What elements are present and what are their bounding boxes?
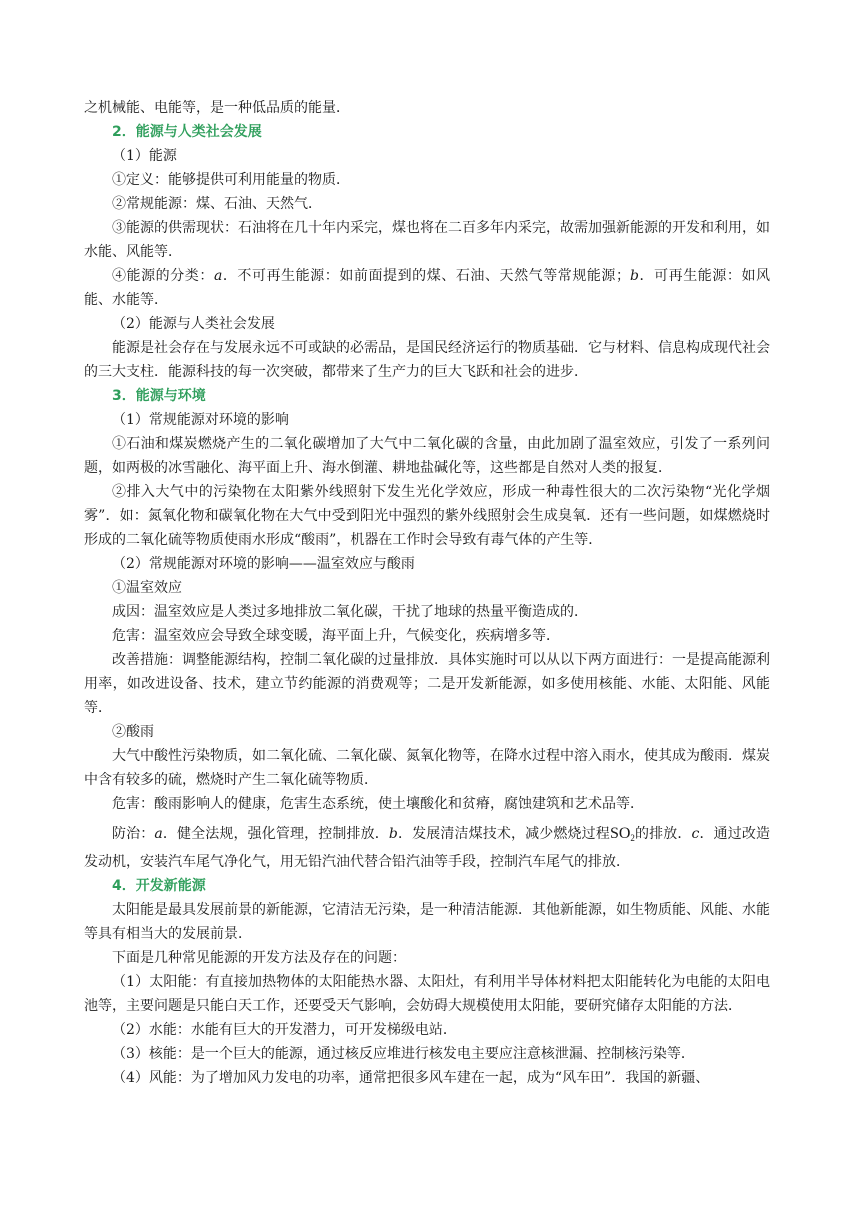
- item-conventional-energy: ②常规能源：煤、石油、天然气．: [112, 196, 322, 212]
- subheading-environment-impact: （1）常规能源对环境的影响: [112, 412, 289, 428]
- item-definition: ①定义：能够提供可利用能量的物质．: [112, 172, 350, 188]
- item-greenhouse-cause: 成因：温室效应是人类过多地排放二氧化碳，干扰了地球的热量平衡造成的．: [112, 604, 588, 620]
- item-wind: （4）风能：为了增加风力发电的功率，通常把很多风车建在一起，成为“风车田”．我国的新疆、: [112, 1070, 710, 1086]
- subheading-energy: （1）能源: [112, 148, 177, 164]
- item-hydro: （2）水能：水能有巨大的开发潜力，可开发梯级电站．: [112, 1022, 457, 1038]
- section-heading-3: 3．能源与环境: [112, 388, 206, 404]
- subheading-energy-society: （2）能源与人类社会发展: [112, 316, 275, 332]
- paragraph-solar-prospect: 太阳能是最具发展前景的新能源，它清洁无污染，是一种清洁能源．其他新能源，如生物质能、风能、水能等具有相当大的发展前景．: [84, 902, 770, 942]
- paragraph-continuation: 之机械能、电能等，是一种低品质的能量．: [84, 100, 350, 116]
- section-heading-2: 2．能源与人类社会发展: [112, 124, 262, 140]
- document-page: [84, 96, 770, 1090]
- so2-formula: $SO_2$: [609, 825, 635, 843]
- item-nuclear: （3）核能：是一个巨大的能源，通过核反应堆进行核发电主要应注意核泄漏、控制核污染等．: [112, 1046, 695, 1062]
- item-solar: （1）太阳能：有直接加热物体的太阳能热水器、太阳灶，有利用半导体材料把太阳能转化为电能的太阳电池等，主要问题是只能白天工作，还要受天气影响，会妨碍大规模使用太阳能，要研究储存太阳能的方法．: [84, 974, 770, 1014]
- item-acid-rain-cause: 大气中酸性污染物质，如二氧化硫、二氧化碳、氮氧化物等，在降水过程中溶入雨水，使其成为酸雨．煤炭中含有较多的硫，燃烧时产生二氧化硫等物质．: [84, 748, 770, 788]
- section-heading-4: 4．开发新能源: [112, 878, 206, 894]
- paragraph-methods-intro: 下面是几种常见能源的开发方法及存在的问题：: [112, 950, 406, 966]
- item-acid-rain: ②酸雨: [112, 724, 154, 740]
- subheading-greenhouse-acid-rain: （2）常规能源对环境的影响——温室效应与酸雨: [112, 556, 415, 572]
- paragraph-energy-society: 能源是社会存在与发展永远不可或缺的必需品，是国民经济运行的物质基础．它与材料、信息构成现代社会的三大支柱．能源科技的每一次突破，都带来了生产力的巨大飞跃和社会的进步．: [84, 340, 770, 380]
- item-classification: ④能源的分类：a．不可再生能源：如前面提到的煤、石油、天然气等常规能源；b．可再生能源：如风能、水能等．: [84, 268, 771, 308]
- item-supply-demand: ③能源的供需现状：石油将在几十年内采完，煤也将在二百多年内采完，故需加强新能源的开发和利用，如水能、风能等．: [84, 220, 770, 260]
- item-acid-rain-harm: 危害：酸雨影响人的健康，危害生态系统，使土壤酸化和贫瘠，腐蚀建筑和艺术品等．: [112, 796, 644, 812]
- item-greenhouse-harm: 危害：温室效应会导致全球变暖，海平面上升，气候变化，疾病增多等．: [112, 628, 560, 644]
- item-greenhouse-measures: 改善措施：调整能源结构，控制二氧化碳的过量排放．具体实施时可以从以下两方面进行：一是提高能源利用率，如改进设备、技术，建立节约能源的消费观等；二是开发新能源，如多使用核能、水能、太阳能、风能等．: [84, 652, 770, 716]
- item-photochemical-smog: ②排入大气中的污染物在太阳紫外线照射下发生光化学效应，形成一种毒性很大的二次污染物“光化学烟雾”．如：氮氧化物和碳氧化物在大气中受到阳光中强烈的紫外线照射会生成臭氧．还有一些问题，如煤燃烧时形成的二氧化硫等物质使雨水形成“酸雨”，机器在工作时会导致有毒气体的产生等．: [84, 484, 770, 548]
- item-greenhouse: ①温室效应: [112, 580, 182, 596]
- item-acid-rain-prevention: 防治：a．健全法规，强化管理，控制排放．b．发展清洁煤技术，减少燃烧过程$SO_2$的排放．c．通过改造发动机，安装汽车尾气净化气，用无铅汽油代替合铅汽油等手段，控制汽车尾气的排放．: [84, 825, 771, 870]
- item-co2-effect: ①石油和煤炭燃烧产生的二氧化碳增加了大气中二氧化碳的含量，由此加剧了温室效应，引发了一系列问题，如两极的冰雪融化、海平面上升、海水倒灌、耕地盐碱化等，这些都是自然对人类的报复．: [84, 436, 770, 476]
